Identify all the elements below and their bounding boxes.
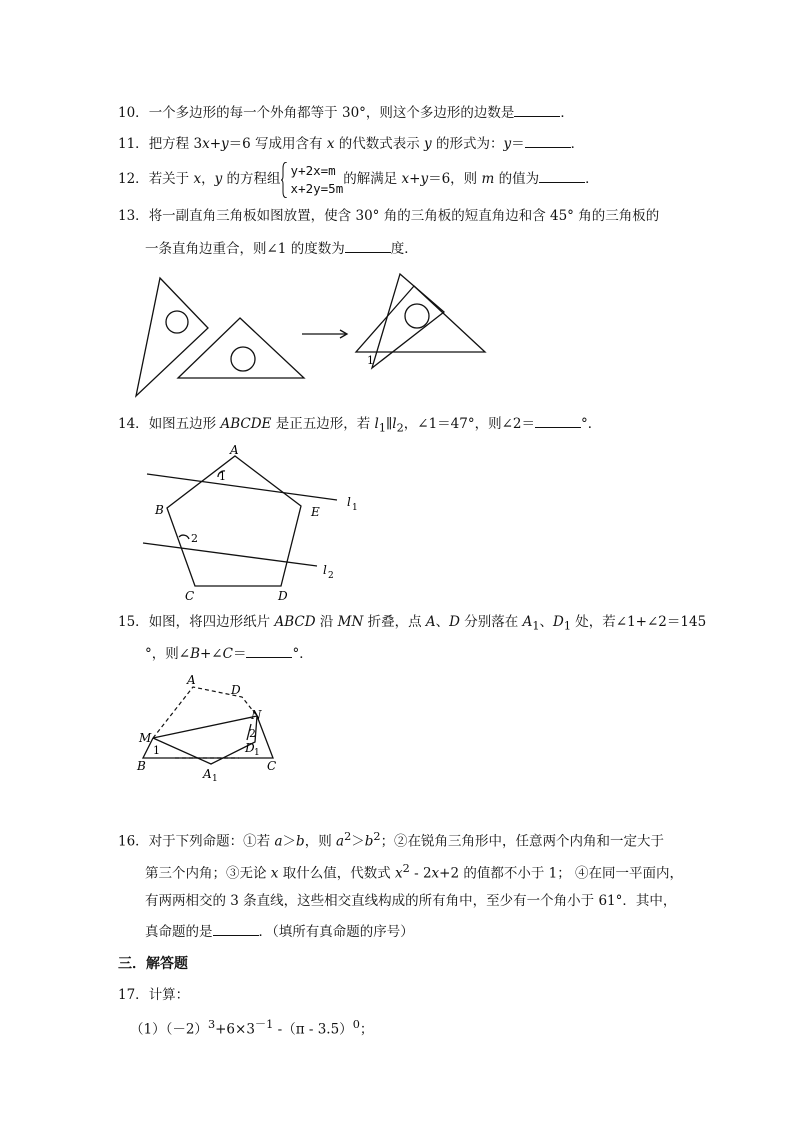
var-m: m [481, 171, 495, 187]
q10-line [118, 103, 574, 123]
q15-text: 处，若∠1+∠2＝145 [570, 614, 707, 630]
vertex-C: C [267, 759, 277, 773]
set-square-hole [231, 347, 255, 371]
q16-line-3 [145, 891, 676, 911]
q16-text: 取什么值，代数式 [278, 865, 396, 882]
q13-line-1 [118, 206, 659, 226]
point-D1: D [552, 614, 564, 630]
parallel-symbol: ∥ [386, 416, 393, 432]
set-square-45 [178, 318, 304, 378]
q15-text: 、 [539, 614, 553, 630]
set-square-45-combined [356, 286, 485, 352]
q12-answer-blank[interactable] [539, 170, 585, 183]
q14-number: 14． [118, 416, 149, 432]
vertex-A: A [230, 443, 239, 457]
folded-edges [153, 716, 257, 764]
point-B: B [190, 646, 200, 662]
q16-text: 有两两相交的 3 条直线，这些相交直线构成的所有角中，至少有一个角小于 61°．其中， [145, 893, 677, 909]
label-l2: l [323, 563, 327, 577]
var-x: x [193, 171, 202, 187]
q15-line-1 [118, 612, 706, 637]
q13-text: 将一副直角三角板如图放置，使含 30° 角的三角板的短直角边和含 45° 角的三角板的 [148, 208, 660, 224]
var-b: b [296, 833, 305, 850]
q12-text: 的方程组 [222, 171, 281, 187]
equation-system [281, 162, 344, 198]
q17-text: 计算： [148, 987, 190, 1003]
q13-text: 一条直角边重合，则∠1 的度数为 [145, 241, 345, 257]
line-l1: l [374, 416, 379, 432]
point-D1-sub: 1 [254, 748, 260, 758]
q14-line [118, 414, 601, 439]
line-l2: l [392, 416, 397, 432]
q15-text: 、 [435, 614, 450, 630]
q11-text: + [209, 136, 222, 152]
subscript: 1 [532, 619, 540, 633]
point-C: C [222, 646, 233, 662]
vertex-E: E [311, 505, 320, 519]
q17-title [118, 985, 189, 1005]
q16-text: ；②在锐角三角形中，任意两个内角和一定大于 [380, 833, 665, 850]
section-title: 三．解答题 [118, 956, 188, 972]
superscript: －1 [254, 1018, 274, 1031]
superscript: 3 [207, 1018, 216, 1031]
q12-text: 的解满足 [343, 171, 402, 187]
q10-number: 10． [118, 105, 149, 121]
vertex-D: D [231, 683, 241, 697]
q16-text: 对于下列命题：①若 [148, 833, 275, 850]
line-l1-path [147, 474, 337, 500]
q15-end: °． [292, 646, 313, 662]
q16-text: 第三个内角；③无论 [145, 865, 271, 882]
q12-expr: x+y [401, 171, 429, 187]
q11-number: 11． [118, 136, 149, 152]
var-y: y [503, 136, 512, 152]
q11-answer-blank[interactable] [525, 135, 571, 148]
q16-text: 真命题的是 [145, 924, 213, 940]
angle-2-arc [179, 535, 189, 539]
q16-line-4 [145, 922, 414, 942]
q11-end: ． [570, 136, 585, 152]
q12-number: 12． [118, 171, 149, 187]
q15-line-2 [145, 644, 313, 664]
q17-part-1 [130, 1015, 373, 1040]
q12-end: ． [585, 171, 599, 187]
q17-expr: ； [359, 1021, 374, 1038]
q15-answer-blank[interactable] [246, 645, 292, 658]
vertex-D: D [278, 589, 288, 603]
var-x: x [270, 865, 279, 882]
fold-line-name: MN [337, 614, 364, 630]
q14-text: ，∠1＝47°，则∠2＝ [403, 416, 535, 432]
q16-text: ，则 [304, 833, 336, 850]
point-D: D [449, 614, 460, 630]
subscript: 1 [378, 421, 387, 435]
q15-number: 15． [118, 614, 149, 630]
q16-text: +2 的值都不小于 1； ④在同一平面内， [439, 865, 684, 882]
vertex-C: C [185, 589, 195, 603]
equation-2: x+2y=5m [290, 180, 344, 196]
q16-text: - 2 [409, 865, 432, 882]
q17-number: 17． [118, 987, 149, 1003]
q15-text: °，则∠ [145, 646, 191, 662]
q15-text: +∠ [199, 646, 223, 662]
var-x: x [431, 865, 440, 882]
q14-answer-blank[interactable] [535, 415, 581, 428]
angle-1-label: 1 [153, 744, 160, 757]
vertex-A: A [187, 673, 196, 687]
var-x: x [202, 136, 210, 152]
var-a: a [274, 833, 283, 850]
q11-text: ＝6 写成用含有 [228, 136, 327, 152]
q11-text: ＝ [511, 136, 525, 152]
superscript: 2 [402, 862, 410, 875]
q14-text: 如图五边形 [148, 416, 221, 432]
q13-text: 度． [390, 241, 418, 257]
angle-1-label: 1 [367, 354, 374, 367]
q10-answer-blank[interactable] [514, 104, 560, 117]
q10-text: 一个多边形的每一个外角都等于 30°，则这个多边形的边数是 [148, 105, 515, 121]
var-y: y [221, 136, 229, 152]
var-x: x [395, 865, 403, 882]
q13-line-2 [145, 239, 418, 259]
q11-text: 的代数式表示 [334, 136, 425, 152]
q16-answer-blank[interactable] [213, 923, 259, 936]
point-A1: A [522, 614, 533, 630]
var-y: y [424, 136, 432, 152]
vertex-B: B [155, 503, 164, 517]
angle-2-label: 2 [191, 532, 198, 545]
var-b: b [364, 833, 374, 850]
label-l2-sub: 2 [328, 571, 334, 581]
q17-expr: +6×3 [215, 1021, 255, 1038]
q17-expr: -（π - 3.5） [273, 1021, 353, 1038]
pentagon-name: ABCDE [220, 416, 272, 432]
point-D1: D [245, 741, 255, 755]
subscript: 2 [396, 421, 404, 435]
q15-text: 折叠，点 [363, 614, 426, 630]
original-edges-dashed [153, 687, 257, 738]
q13-figure [130, 272, 500, 402]
q11-text: 的形式为： [431, 136, 504, 152]
var-a: a [336, 833, 345, 850]
point-A1: A [203, 767, 212, 781]
q12-text: 若关于 [148, 171, 194, 187]
q15-figure [135, 670, 295, 785]
q13-answer-blank[interactable] [345, 240, 391, 253]
q11-line [118, 134, 584, 154]
q14-figure [135, 440, 370, 605]
label-l1: l [347, 495, 351, 509]
q15-text: 分别落在 [459, 614, 523, 630]
superscript: 2 [373, 830, 381, 843]
q15-text: 如图，将四边形纸片 [148, 614, 275, 630]
q12-text: ， [201, 171, 215, 187]
q15-text: 沿 [315, 614, 338, 630]
point-A1-sub: 1 [212, 774, 218, 784]
q14-text: 是正五边形，若 [271, 416, 375, 432]
regular-pentagon [167, 456, 301, 586]
q16-number: 16． [118, 833, 149, 850]
q14-end: °． [581, 416, 602, 432]
q15-text: ＝ [232, 646, 247, 662]
superscript: 2 [344, 830, 352, 843]
set-square-hole [166, 311, 188, 333]
q16-text: ．（填所有真命题的序号） [258, 924, 414, 940]
equation-1: y+2x=m [290, 162, 336, 178]
angle-2-label: 2 [249, 727, 256, 740]
subscript: 1 [563, 619, 571, 633]
angle-1-label: 1 [219, 470, 226, 483]
gt-symbol: ＞ [351, 833, 365, 850]
q10-end: ． [560, 105, 574, 121]
q17-expr: （1）（－2） [130, 1021, 208, 1038]
fold-line-MN [153, 716, 257, 738]
set-square-hole [405, 304, 429, 328]
q16-line-2 [145, 859, 683, 884]
q11-text: 把方程 3 [148, 136, 203, 152]
q13-number: 13． [118, 208, 149, 224]
q12-text: 的值为 [494, 171, 540, 187]
q12-line [118, 160, 599, 198]
point-A: A [425, 614, 436, 630]
brace-icon [281, 162, 287, 198]
superscript: 0 [352, 1018, 360, 1031]
q16-line-1 [118, 827, 664, 852]
point-N: N [251, 708, 262, 722]
var-y: y [214, 171, 223, 187]
var-x: x [326, 136, 335, 152]
label-l1-sub: 1 [352, 503, 358, 513]
vertex-B: B [137, 759, 146, 773]
point-M: M [139, 731, 152, 745]
gt-symbol: ＞ [282, 833, 297, 850]
q12-text: ＝6，则 [428, 171, 482, 187]
quad-name: ABCD [274, 614, 316, 630]
